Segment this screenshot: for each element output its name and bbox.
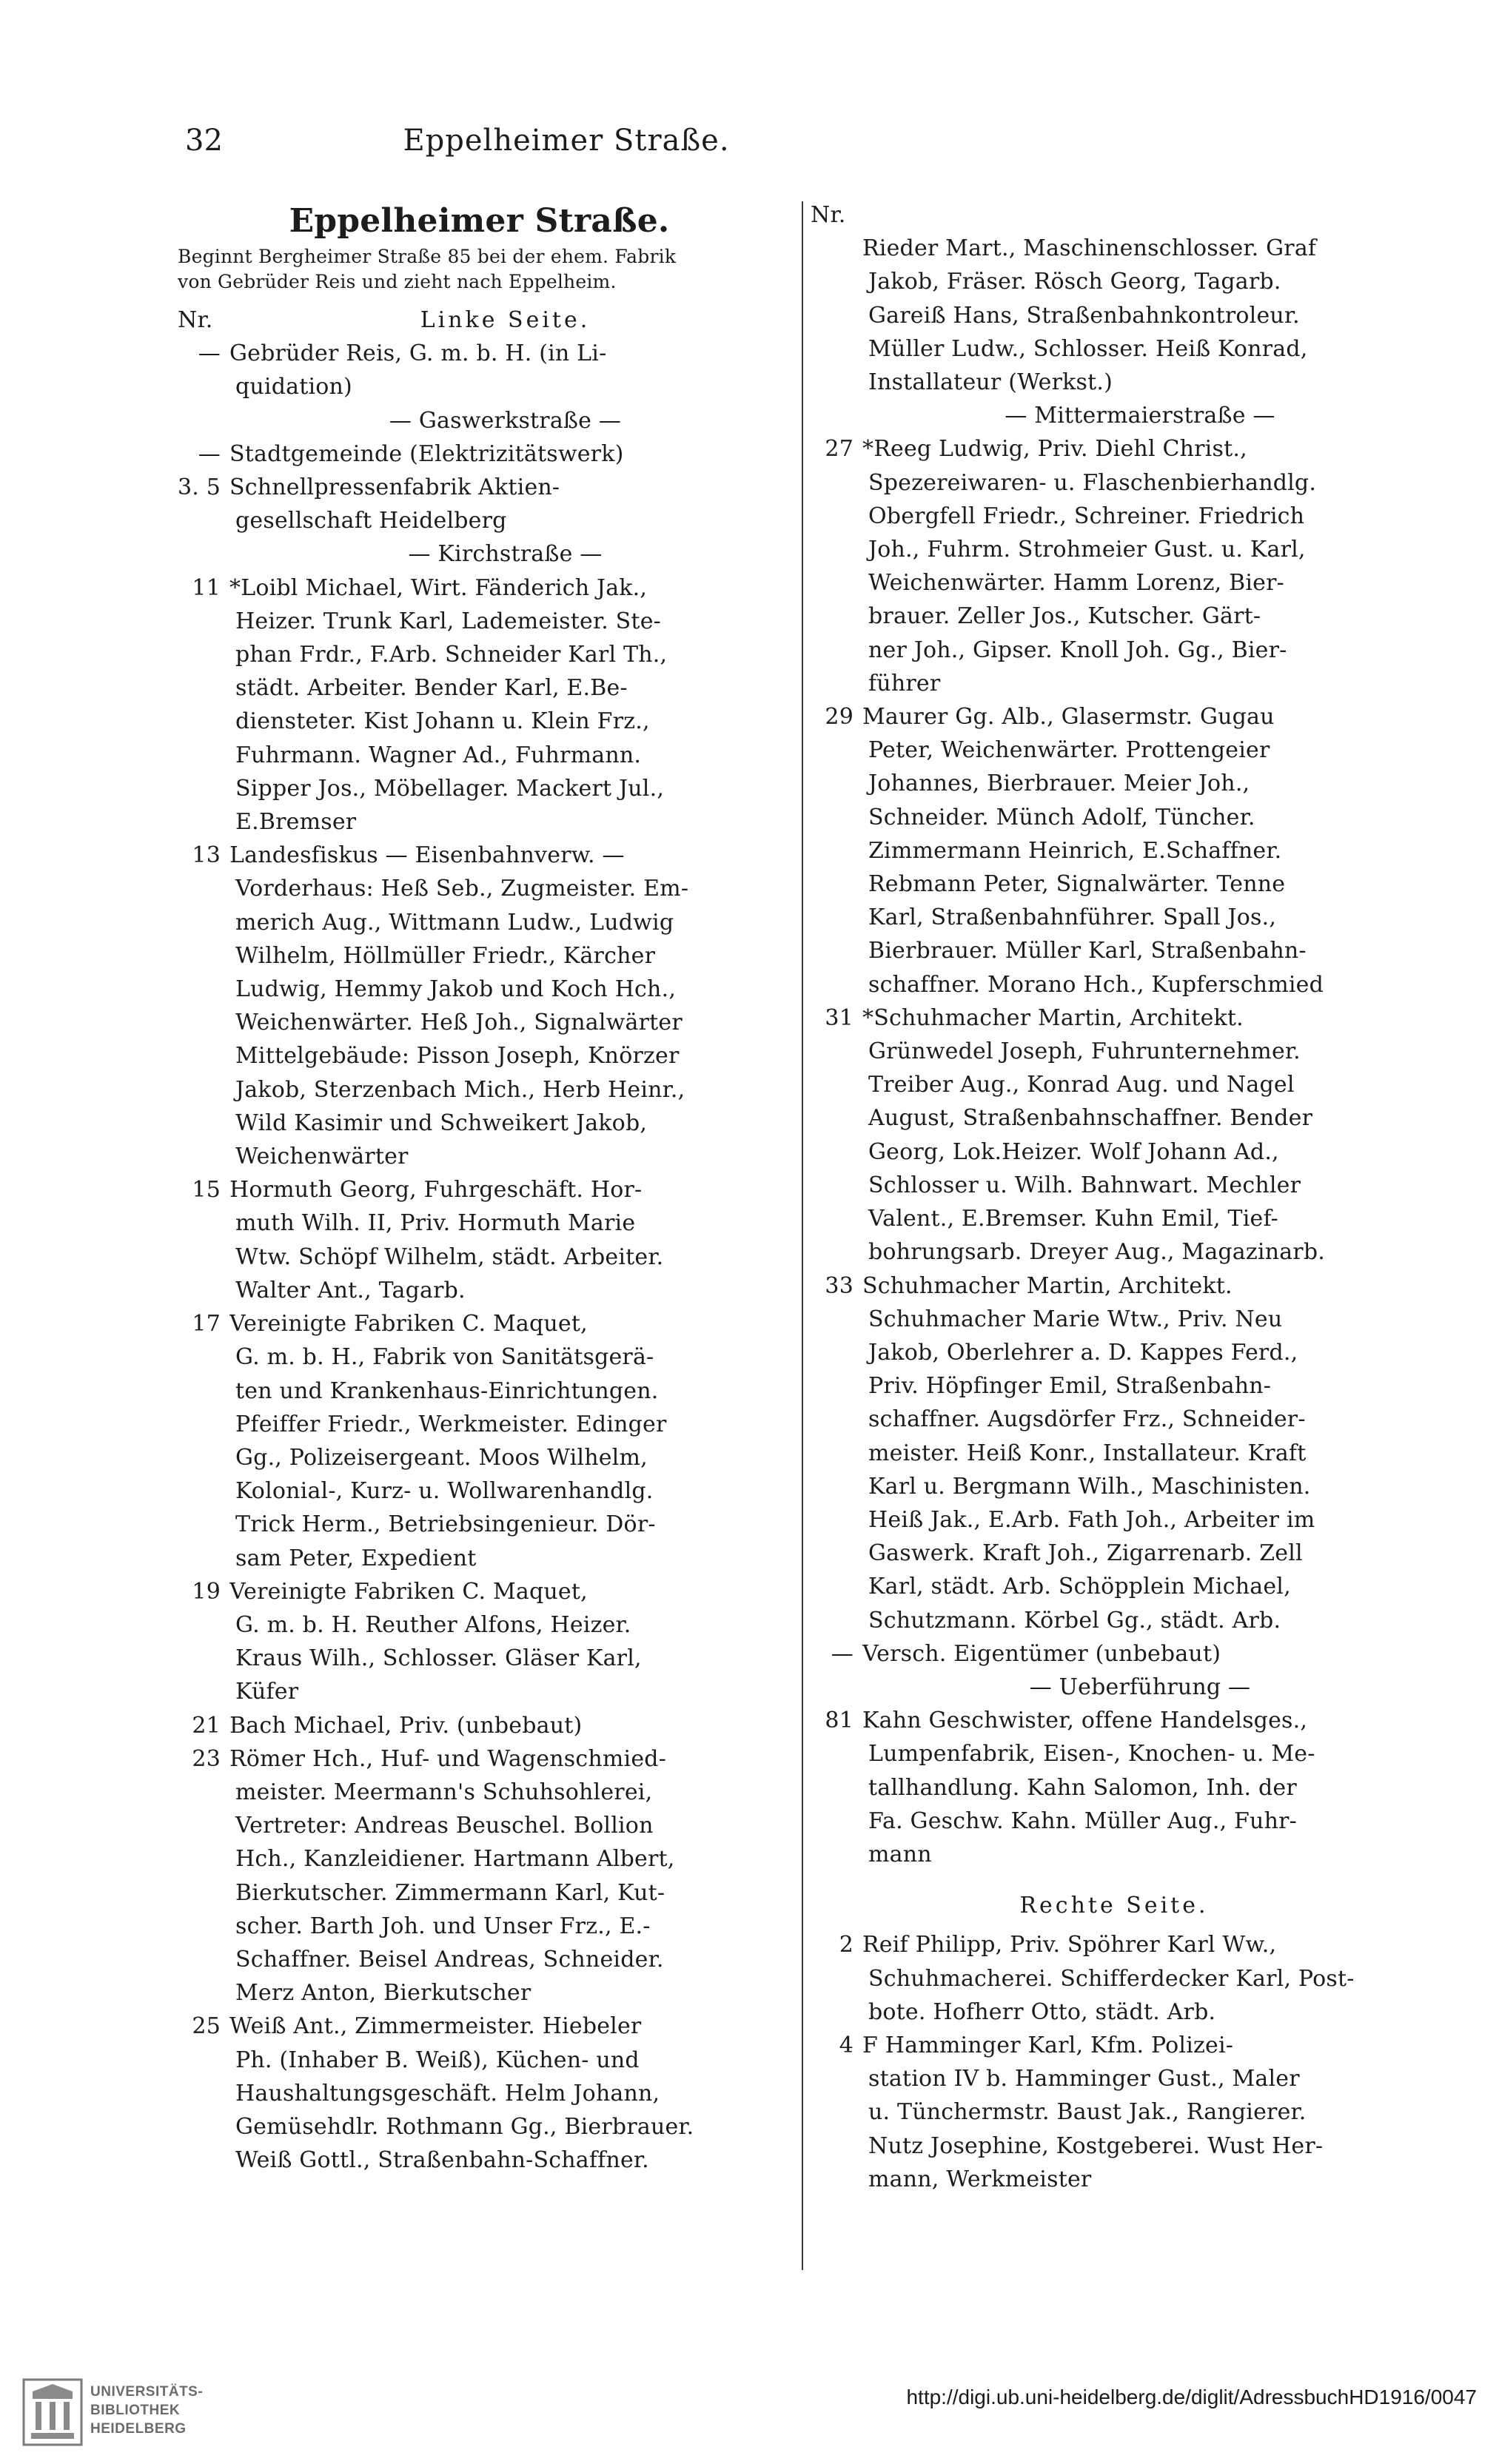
- entry-text: [862, 1704, 1418, 1871]
- directory-entry: [178, 1575, 781, 1709]
- entry-line: Landesfiskus — Eisenbahnverw. —: [229, 842, 625, 869]
- entry-line: Peter, Weichenwärter. Prottengeier: [868, 737, 1270, 764]
- nr-label: Nr.: [811, 202, 846, 228]
- entry-text: [862, 1671, 1418, 1704]
- page-header: [185, 118, 948, 163]
- column-heading-row: [178, 303, 781, 337]
- house-number: 2: [839, 1932, 854, 1958]
- directory-entry: [811, 399, 1418, 432]
- house-number: —: [831, 1640, 854, 1667]
- entry-line: Jakob, Sterzenbach Mich., Herb Heinr.,: [235, 1076, 685, 1103]
- entry-line: Ph. (Inhaber B. Weiß), Küchen- und: [235, 2047, 640, 2073]
- entry-line: gesellschaft Heidelberg: [235, 508, 507, 534]
- entry-line: Merz Anton, Bierkutscher: [235, 1980, 531, 2007]
- entry-line: Vertreter: Andreas Beuschel. Bollion: [235, 1813, 654, 1839]
- entry-text: [229, 1575, 781, 1709]
- intro-line: Beginnt Bergheimer Straße 85 bei der ehem. Fabrik: [178, 246, 677, 267]
- entry-line: *Schuhmacher Martin, Architekt.: [862, 1004, 1244, 1031]
- entry-line: meister. Heiß Konr., Installateur. Kraft: [868, 1440, 1307, 1466]
- house-number: —: [198, 340, 221, 367]
- entry-line: Karl u. Bergmann Wilh., Maschinisten.: [868, 1473, 1311, 1500]
- entry-line: Weichenwärter. Heß Joh., Signalwärter: [235, 1010, 683, 1036]
- entry-line: — Gaswerkstraße —: [389, 407, 622, 434]
- entry-line: Schlosser u. Wilh. Bahnwart. Mechler: [868, 1172, 1301, 1198]
- entry-line: Jakob, Oberlehrer a. D. Kappes Ferd.,: [868, 1339, 1298, 1366]
- house-number: 17: [192, 1311, 221, 1337]
- entry-line: Nutz Josephine, Kostgeberei. Wust Her-: [868, 2132, 1324, 2159]
- right-column: [811, 198, 1418, 2196]
- entry-line: Haushaltungsgeschäft. Helm Johann,: [235, 2080, 660, 2107]
- entry-line: Gareiß Hans, Straßenbahnkontroleur.: [868, 302, 1300, 329]
- nr-label: Nr.: [178, 307, 213, 333]
- directory-entry: [811, 432, 1418, 700]
- entry-line: Küfer: [235, 1679, 299, 1705]
- entry-line: Versch. Eigentümer (unbebaut): [862, 1640, 1221, 1667]
- entry-line: Lumpenfabrik, Eisen-, Knochen- u. Me-: [868, 1741, 1315, 1768]
- entry-line: meister. Meermann's Schuhsohlerei,: [235, 1779, 653, 1805]
- entry-text: [862, 1001, 1418, 1269]
- directory-entry: [811, 700, 1418, 1001]
- entry-line: *Loibl Michael, Wirt. Fänderich Jak.,: [229, 574, 648, 601]
- house-number: 33: [825, 1272, 854, 1299]
- entry-line: führer: [868, 670, 941, 696]
- entry-line: mann: [868, 1841, 932, 1867]
- entry-line: Johannes, Bierbrauer. Meier Joh.,: [868, 771, 1250, 797]
- house-number: [178, 404, 229, 437]
- entry-line: Joh., Fuhrm. Strohmeier Gust. u. Karl,: [868, 537, 1306, 563]
- entry-line: Hormuth Georg, Fuhrgeschäft. Hor-: [229, 1177, 643, 1204]
- entry-line: Schneider. Münch Adolf, Tüncher.: [868, 804, 1255, 830]
- street-intro: [178, 244, 781, 295]
- entry-line: scher. Barth Joh. und Unser Frz., E.-: [235, 1913, 651, 1939]
- entry-line: Grünwedel Joseph, Fuhrunternehmer.: [868, 1038, 1301, 1065]
- house-number: [178, 537, 229, 571]
- entry-line: Römer Hch., Huf- und Wagenschmied-: [229, 1745, 667, 1772]
- entry-text: [229, 1173, 781, 1307]
- directory-entry: [178, 1173, 781, 1307]
- directory-entry: [811, 1637, 1418, 1671]
- entry-line: Fa. Geschw. Kahn. Müller Aug., Fuhr-: [868, 1807, 1297, 1834]
- entry-text: [229, 1307, 781, 1575]
- entry-line: Schaffner. Beisel Andreas, Schneider.: [235, 1946, 664, 1973]
- entry-line: Stadtgemeinde (Elektrizitätswerk): [229, 440, 624, 467]
- entry-text: [862, 399, 1418, 432]
- entry-line: — Mittermaierstraße —: [1005, 403, 1275, 429]
- entry-line: G. m. b. H. Reuther Alfons, Heizer.: [235, 1611, 631, 1638]
- footer: [0, 2357, 1499, 2464]
- entry-text: [862, 1269, 1418, 1637]
- entry-line: Wilhelm, Höllmüller Friedr., Kärcher: [235, 942, 656, 969]
- house-number: [811, 1671, 862, 1704]
- house-number: —: [198, 440, 221, 467]
- entry-line: Rieder Mart., Maschinenschlosser. Graf: [862, 235, 1317, 262]
- entry-line: Installateur (Werkst.): [868, 369, 1113, 396]
- entry-line: Kahn Geschwister, offene Handelsges.,: [862, 1708, 1308, 1734]
- directory-entry: [178, 404, 781, 437]
- entry-line: Gebrüder Reis, G. m. b. H. (in Li-: [229, 340, 607, 367]
- entry-line: bohrungsarb. Dreyer Aug., Magazinarb.: [868, 1239, 1325, 1266]
- entry-line: Sipper Jos., Möbellager. Mackert Jul.,: [235, 775, 665, 802]
- house-number: 29: [825, 704, 854, 731]
- library-name: UNIVERSITÄTS- BIBLIOTHEK HEIDELBERG: [90, 2384, 204, 2437]
- entry-line: Priv. Höpfinger Emil, Straßenbahn-: [868, 1373, 1272, 1400]
- entry-line: Vereinigte Fabriken C. Maquet,: [229, 1311, 588, 1337]
- directory-entry: [811, 232, 1418, 399]
- entry-line: Georg, Lok.Heizer. Wolf Johann Ad.,: [868, 1138, 1279, 1165]
- right-entries-a: [811, 232, 1418, 1871]
- entry-line: Vorderhaus: Heß Seb., Zugmeister. Em-: [235, 876, 689, 902]
- entry-line: Ludwig, Hemmy Jakob und Koch Hch.,: [235, 976, 677, 1003]
- directory-entry: [811, 1928, 1418, 2029]
- library-logo: [22, 2371, 204, 2452]
- entry-line: station IV b. Hamminger Gust., Maler: [868, 2066, 1300, 2092]
- entry-line: E.Bremser: [235, 809, 357, 836]
- entry-text: [862, 1637, 1418, 1671]
- house-number: 13: [192, 842, 221, 869]
- house-number: 19: [192, 1578, 221, 1605]
- entry-line: Rebmann Peter, Signalwärter. Tenne: [868, 871, 1286, 898]
- entry-text: [229, 839, 781, 1173]
- house-number: 81: [825, 1708, 854, 1734]
- entry-line: Kolonial-, Kurz- u. Wollwarenhandlg.: [235, 1478, 654, 1505]
- house-number: 25: [192, 2013, 221, 2040]
- entry-line: Gemüsehdlr. Rothmann Gg., Bierbrauer.: [235, 2113, 694, 2140]
- entry-line: sam Peter, Expedient: [235, 1545, 477, 1571]
- entry-line: Maurer Gg. Alb., Glasermstr. Gugau: [862, 704, 1275, 731]
- entry-line: — Kirchstraße —: [408, 541, 603, 568]
- entry-line: Weichenwärter. Hamm Lorenz, Bier-: [868, 570, 1284, 597]
- entry-text: [862, 2029, 1418, 2196]
- entry-line: Obergfell Friedr., Schreiner. Friedrich: [868, 503, 1305, 529]
- entry-line: Wild Kasimir und Schweikert Jakob,: [235, 1110, 648, 1136]
- entry-line: Karl, städt. Arb. Schöpplein Michael,: [868, 1574, 1291, 1600]
- entry-line: August, Straßenbahnschaffner. Bender: [868, 1105, 1313, 1132]
- library-logo-icon: [22, 2377, 83, 2448]
- section-title: Eppelheimer Straße.: [289, 202, 670, 240]
- entry-text: [229, 337, 781, 403]
- entry-line: Heizer. Trunk Karl, Lademeister. Ste-: [235, 608, 661, 634]
- entry-line: Pfeiffer Friedr., Werkmeister. Edinger: [235, 1411, 667, 1437]
- entry-line: Bierkutscher. Zimmermann Karl, Kut-: [235, 1879, 665, 1906]
- entry-line: Schuhmacher Marie Wtw., Priv. Neu: [868, 1306, 1283, 1332]
- entry-line: Zimmermann Heinrich, E.Schaffner.: [868, 837, 1282, 864]
- entry-text: [229, 404, 781, 437]
- entry-line: phan Frdr., F.Arb. Schneider Karl Th.,: [235, 642, 668, 668]
- entry-line: Heiß Jak., E.Arb. Fath Joh., Arbeiter im: [868, 1506, 1315, 1533]
- entry-line: F Hamminger Karl, Kfm. Polizei-: [862, 2032, 1234, 2058]
- entry-line: Weiß Gottl., Straßenbahn-Schaffner.: [235, 2147, 649, 2174]
- house-number: 31: [825, 1004, 854, 1031]
- entry-line: Karl, Straßenbahnführer. Spall Jos.,: [868, 904, 1277, 931]
- entry-text: [229, 1709, 781, 1742]
- house-number: 4: [839, 2032, 854, 2058]
- directory-entry: [178, 2010, 781, 2177]
- house-number: 23: [192, 1745, 221, 1772]
- entry-text: [229, 571, 781, 839]
- entry-line: Wtw. Schöpf Wilhelm, städt. Arbeiter.: [235, 1243, 664, 1270]
- entry-line: Walter Ant., Tagarb.: [235, 1277, 466, 1303]
- side-title-right: Rechte Seite.: [1019, 1893, 1209, 1919]
- entry-line: Gaswerk. Kraft Joh., Zigarrenarb. Zell: [868, 1540, 1303, 1567]
- house-number: [811, 399, 862, 432]
- entry-line: Schutzmann. Körbel Gg., städt. Arb.: [868, 1607, 1281, 1634]
- entry-text: [229, 471, 781, 537]
- entry-line: Schnellpressenfabrik Aktien-: [229, 474, 560, 501]
- directory-entry: [811, 1001, 1418, 1269]
- entry-line: schaffner. Augsdörfer Frz., Schneider-: [868, 1406, 1306, 1433]
- entry-line: schaffner. Morano Hch., Kupferschmied: [868, 971, 1324, 998]
- entry-line: Müller Ludw., Schlosser. Heiß Konrad,: [868, 335, 1308, 362]
- source-url-link[interactable]: http://digi.ub.uni-heidelberg.de/diglit/AdressbuchHD1916/0047: [906, 2386, 1477, 2408]
- directory-entry: [811, 1704, 1418, 1871]
- entry-line: bote. Hofherr Otto, städt. Arb.: [868, 1998, 1216, 2025]
- column-divider: [802, 201, 803, 2270]
- entry-line: Reif Philipp, Priv. Spöhrer Karl Ww.,: [862, 1932, 1277, 1958]
- entry-line: Spezereiwaren- u. Flaschenbierhandlg.: [868, 469, 1317, 496]
- entry-line: ten und Krankenhaus-Einrichtungen.: [235, 1377, 659, 1404]
- entry-text: [229, 1742, 781, 2010]
- entry-line: Vereinigte Fabriken C. Maquet,: [229, 1578, 588, 1605]
- entry-line: städt. Arbeiter. Bender Karl, E.Be-: [235, 675, 628, 702]
- entry-line: mann, Werkmeister: [868, 2166, 1092, 2192]
- entry-line: Kraus Wilh., Schlosser. Gläser Karl,: [235, 1645, 642, 1672]
- directory-entry: [178, 1709, 781, 1742]
- directory-entry: [178, 571, 781, 839]
- entry-line: ner Joh., Gipser. Knoll Joh. Gg., Bier-: [868, 637, 1287, 663]
- intro-line: von Gebrüder Reis und zieht nach Eppelheim.: [178, 271, 617, 292]
- entry-line: *Reeg Ludwig, Priv. Diehl Christ.,: [862, 436, 1247, 463]
- entry-line: Bierbrauer. Müller Karl, Straßenbahn-: [868, 938, 1307, 964]
- entry-text: [862, 700, 1418, 1001]
- directory-entry: [178, 1742, 781, 2010]
- entry-line: muth Wilh. II, Priv. Hormuth Marie: [235, 1210, 636, 1237]
- entry-line: Weichenwärter: [235, 1144, 409, 1170]
- left-column: [178, 198, 781, 2177]
- entry-line: Weiß Ant., Zimmermeister. Hiebeler: [229, 2013, 642, 2040]
- directory-entry: [178, 537, 781, 571]
- left-entries: [178, 337, 781, 2177]
- page-number: 32: [185, 124, 223, 158]
- directory-entry: [178, 1307, 781, 1575]
- directory-entry: [178, 337, 781, 403]
- entry-line: Valent., E.Bremser. Kuhn Emil, Tief-: [868, 1206, 1279, 1232]
- entry-line: Gg., Polizeisergeant. Moos Wilhelm,: [235, 1444, 648, 1471]
- entry-text: [862, 432, 1418, 700]
- running-title: Eppelheimer Straße.: [403, 124, 730, 158]
- directory-entry: [811, 1671, 1418, 1704]
- house-number: 11: [192, 574, 221, 601]
- entry-line: Hch., Kanzleidiener. Hartmann Albert,: [235, 1846, 675, 1873]
- house-number: [811, 232, 862, 399]
- entry-line: diensteter. Kist Johann u. Klein Frz.,: [235, 708, 650, 735]
- right-entries-b: [811, 1928, 1418, 2196]
- house-number: 27: [825, 436, 854, 463]
- entry-line: Schuhmacher Martin, Architekt.: [862, 1272, 1233, 1299]
- entry-line: — Ueberführung —: [1029, 1674, 1251, 1700]
- directory-entry: [811, 1269, 1418, 1637]
- entry-line: Schuhmacherei. Schifferdecker Karl, Post-: [868, 1965, 1355, 1992]
- house-number: 15: [192, 1177, 221, 1204]
- directory-entry: [178, 839, 781, 1173]
- entry-line: G. m. b. H., Fabrik von Sanitätsgerä-: [235, 1344, 654, 1371]
- entry-line: merich Aug., Wittmann Ludw., Ludwig: [235, 909, 674, 936]
- entry-line: tallhandlung. Kahn Salomon, Inh. der: [868, 1774, 1297, 1801]
- directory-entry: [178, 471, 781, 537]
- entry-line: Fuhrmann. Wagner Ad., Fuhrmann.: [235, 742, 642, 768]
- entry-line: quidation): [235, 374, 352, 400]
- entry-text: [229, 437, 781, 471]
- directory-entry: [811, 2029, 1418, 2196]
- entry-text: [229, 537, 781, 571]
- entry-line: brauer. Zeller Jos., Kutscher. Gärt-: [868, 603, 1261, 630]
- entry-line: Trick Herm., Betriebsingenieur. Dör-: [235, 1511, 656, 1538]
- house-number: 3. 5: [178, 474, 221, 501]
- side-title-left: Linke Seite.: [420, 307, 591, 333]
- entry-line: Treiber Aug., Konrad Aug. und Nagel: [868, 1072, 1295, 1098]
- directory-entry: [178, 437, 781, 471]
- entry-text: [229, 2010, 781, 2177]
- entry-text: [862, 1928, 1418, 2029]
- entry-line: Mittelgebäude: Pisson Joseph, Knörzer: [235, 1043, 680, 1070]
- house-number: 21: [192, 1712, 221, 1739]
- right-heading-row: [811, 198, 1418, 232]
- entry-line: u. Tünchermstr. Baust Jak., Rangierer.: [868, 2099, 1307, 2126]
- entry-line: Jakob, Fräser. Rösch Georg, Tagarb.: [868, 269, 1281, 295]
- entry-line: Bach Michael, Priv. (unbebaut): [229, 1712, 583, 1739]
- entry-text: [862, 232, 1418, 399]
